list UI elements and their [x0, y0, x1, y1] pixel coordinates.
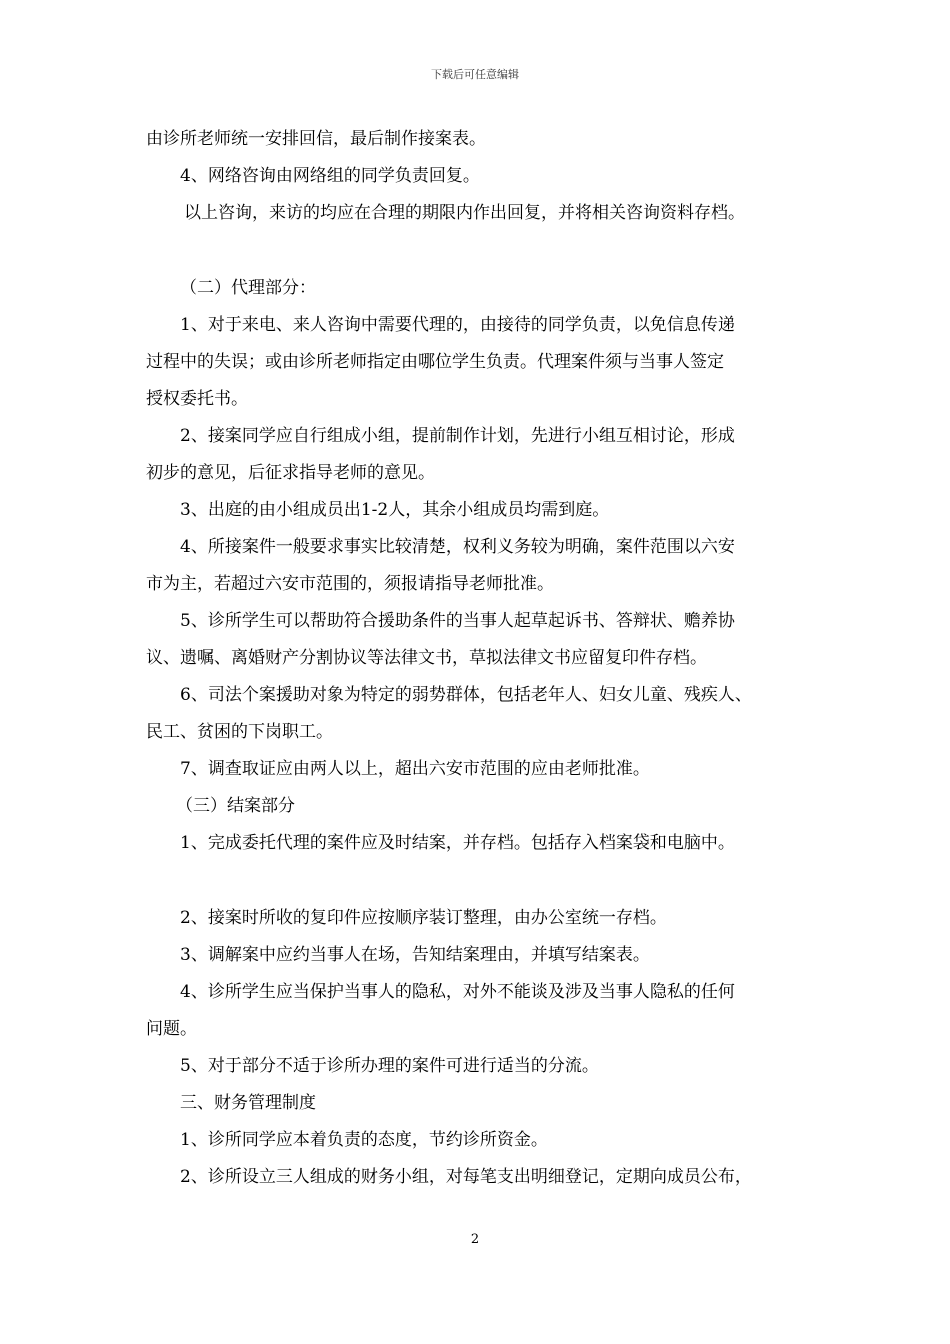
document-body	[146, 121, 826, 1196]
paragraph-line: 1、诊所同学应本着负责的态度，节约诊所资金。	[180, 1130, 548, 1150]
paragraph-line: 2、接案同学应自行组成小组，提前制作计划，先进行小组互相讨论，形成	[180, 426, 735, 446]
paragraph-line: 问题。	[146, 1019, 197, 1039]
paragraph-line: 5、诊所学生可以帮助符合援助条件的当事人起草起诉书、答辩状、赡养协	[180, 611, 735, 631]
page-number: 2	[470, 1232, 480, 1247]
paragraph-line: 4、所接案件一般要求事实比较清楚，权利义务较为明确，案件范围以六安	[180, 537, 735, 557]
paragraph-line: 4、网络咨询由网络组的同学负责回复。	[180, 166, 480, 186]
paragraph-line: 市为主，若超过六安市范围的，须报请指导老师批准。	[146, 574, 554, 594]
paragraph-line: 民工、贫困的下岗职工。	[146, 722, 333, 742]
blank-line	[146, 862, 826, 900]
paragraph-line: 议、遗嘱、离婚财产分割协议等法律文书，草拟法律文书应留复印件存档。	[146, 648, 707, 668]
paragraph-line: 6、司法个案援助对象为特定的弱势群体，包括老年人、妇女儿童、残疾人、	[180, 685, 752, 705]
paragraph-line: 5、对于部分不适于诊所办理的案件可进行适当的分流。	[180, 1056, 599, 1076]
paragraph-line: 2、接案时所收的复印件应按顺序装订整理，由办公室统一存档。	[180, 908, 667, 928]
paragraph-line: 过程中的失误；或由诊所老师指定由哪位学生负责。代理案件须与当事人签定	[146, 352, 724, 372]
paragraph-line: 初步的意见，后征求指导老师的意见。	[146, 463, 435, 483]
paragraph-line: 1、完成委托代理的案件应及时结案，并存档。包括存入档案袋和电脑中。	[180, 833, 735, 853]
section-heading: 三、财务管理制度	[180, 1093, 316, 1113]
section-heading: （三）结案部分	[176, 796, 295, 816]
paragraph-line: 3、出庭的由小组成员出1-2人，其余小组成员均需到庭。	[180, 500, 610, 520]
paragraph-line: 3、调解案中应约当事人在场，告知结案理由，并填写结案表。	[180, 945, 650, 965]
paragraph-line: 授权委托书。	[146, 389, 248, 409]
paragraph-line: 4、诊所学生应当保护当事人的隐私，对外不能谈及涉及当事人隐私的任何	[180, 982, 735, 1002]
paragraph-line: 由诊所老师统一安排回信，最后制作接案表。	[146, 129, 486, 149]
paragraph-line: 7、调查取证应由两人以上，超出六安市范围的应由老师批准。	[180, 759, 650, 779]
blank-line	[146, 232, 826, 270]
paragraph-line: 1、对于来电、来人咨询中需要代理的，由接待的同学负责，以免信息传递	[180, 315, 735, 335]
paragraph-line: 2、诊所设立三人组成的财务小组，对每笔支出明细登记，定期向成员公布，	[180, 1167, 752, 1187]
page-header: 下载后可任意编辑	[431, 68, 519, 81]
section-heading: （二）代理部分：	[180, 278, 316, 298]
paragraph-line: 以上咨询，来访的均应在合理的期限内作出回复，并将相关咨询资料存档。	[184, 203, 745, 223]
